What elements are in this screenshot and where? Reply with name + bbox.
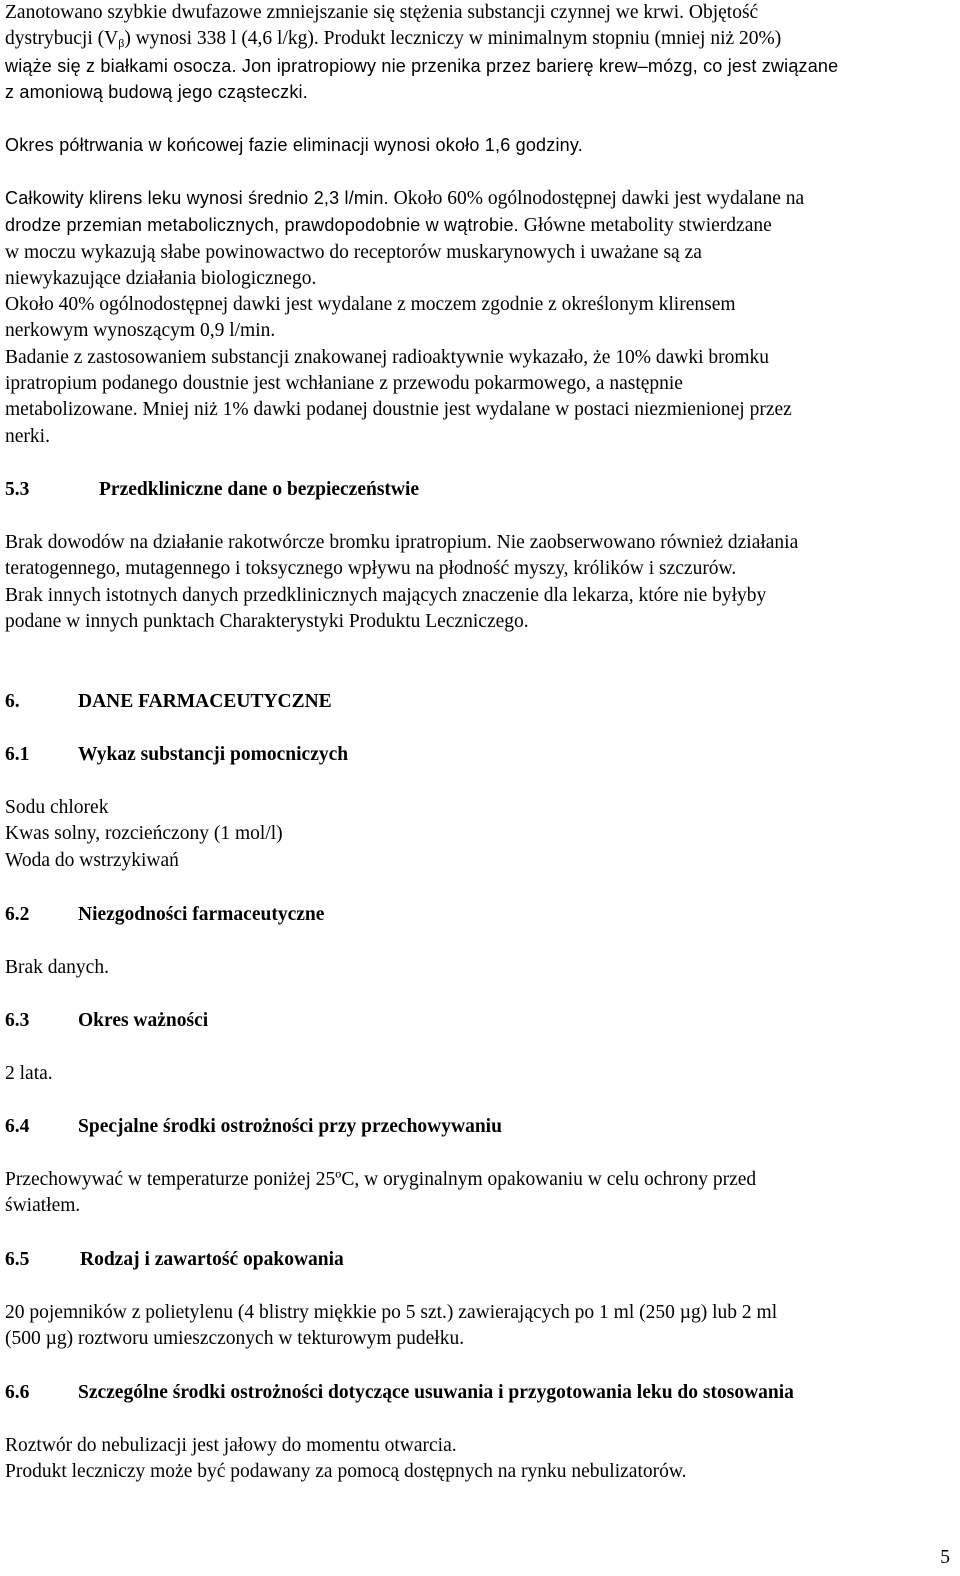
text-line: 20 pojemników z polietylenu (4 blistry miękkie po 5 szt.) zawierających po 1 ml (250 µg) lub 2 ml	[5, 1302, 778, 1323]
section-number: 6.	[5, 691, 20, 712]
text-line: teratogennego, mutagennego i toksycznego wpływu na płodność myszy, królików i szczurów.	[5, 558, 737, 580]
text-line: drodze przemian metabolicznych, prawdopodobnie w wątrobie. Główne metabolity stwierdzane	[5, 215, 772, 237]
text-line: dystrybucji $(V_\beta)$ wynosi 338 l (4,6 l/kg). Produkt leczniczy w minimalnym stopniu (mniej niż 20%)	[5, 28, 782, 51]
section-6-3-body	[5, 1061, 950, 1087]
section-number: 6.3	[5, 1010, 30, 1031]
section-title: Szczególne środki ostrożności dotyczące usuwania i przygotowania leku do stosowania	[78, 1382, 794, 1403]
section-number: 6.6	[5, 1382, 30, 1403]
text-line: Okres półtrwania w końcowej fazie eliminacji wynosi około 1,6 godziny.	[5, 135, 583, 155]
section-heading-5-3	[5, 477, 950, 503]
text-line: 2 lata.	[5, 1063, 53, 1084]
text-line: Brak dowodów na działanie rakotwórcze bromku ipratropium. Nie zaobserwowano również działania	[5, 532, 799, 553]
section-5-3-body	[5, 530, 950, 635]
section-title: Specjalne środki ostrożności przy przechowywaniu	[78, 1116, 502, 1137]
text-line: Około 40% ogólnodostępnej dawki jest wydalane z moczem zgodnie z określonym klirensem	[5, 294, 736, 316]
text-line: Roztwór do nebulizacji jest jałowy do momentu otwarcia.	[5, 1435, 457, 1456]
text-line: Badanie z zastosowaniem substancji znakowanej radioaktywnie wykazało, że 10% dawki bromku	[5, 346, 770, 368]
distribution-paragraph	[5, 0, 950, 105]
text-line: światłem.	[5, 1195, 81, 1217]
list-item: Kwas solny, rozcieńczony (1 mol/l)	[5, 823, 283, 845]
text-line: niewykazujące działania biologicznego.	[5, 267, 317, 289]
text-line: (500 µg) roztworu umieszczonych w tekturowym pudełku.	[5, 1328, 465, 1350]
text-line: Produkt leczniczy może być podawany za pomocą dostępnych na rynku nebulizatorów.	[5, 1461, 687, 1483]
text-line: Przechowywać w temperaturze poniżej 25ºC, w oryginalnym opakowaniu w celu ochrony przed	[5, 1169, 757, 1190]
section-title: Przedkliniczne dane o bezpieczeństwie	[99, 479, 420, 500]
text-line: podane w innych punktach Charakterystyki Produktu Leczniczego.	[5, 610, 529, 632]
text-line: Brak danych.	[5, 957, 109, 978]
text-line: Zanotowano szybkie dwufazowe zmniejszanie się stężenia substancji czynnej we krwi. Objętość	[5, 2, 759, 23]
section-heading-6-4	[5, 1114, 950, 1140]
section-6-5-body	[5, 1300, 950, 1353]
text-line: z amoniową budową jego cząsteczki.	[5, 81, 308, 102]
section-number: 6.2	[5, 904, 30, 925]
section-heading-6-6	[5, 1380, 950, 1406]
clearance-paragraph	[5, 185, 950, 450]
section-number: 5.3	[5, 479, 30, 500]
section-title: Niezgodności farmaceutyczne	[78, 904, 325, 925]
section-heading-6	[5, 689, 950, 715]
beta-subscript: β	[118, 36, 125, 51]
section-number: 6.1	[5, 744, 30, 765]
half-life-paragraph	[5, 132, 950, 158]
section-title: Okres ważności	[78, 1010, 209, 1031]
text-line: Brak innych istotnych danych przedklinicznych mających znaczenie dla lekarza, które nie byłyby	[5, 584, 767, 606]
text-line: ipratropium podanego doustnie jest wchłaniane z przewodu pokarmowego, a następnie	[5, 373, 683, 395]
section-title: Rodzaj i zawartość opakowania	[80, 1249, 344, 1270]
text-line: nerkowym wynoszącym 0,9 l/min.	[5, 320, 276, 342]
excipients-list	[5, 795, 950, 874]
section-heading-6-5	[5, 1247, 950, 1273]
section-heading-6-3	[5, 1008, 950, 1034]
text-line: metabolizowane. Mniej niż 1% dawki podanej doustnie jest wydalane w postaci niezmienionej przez	[5, 399, 792, 421]
section-number: 6.5	[5, 1249, 30, 1270]
section-6-6-body	[5, 1433, 950, 1486]
page-number: 5	[940, 1547, 950, 1568]
text-line: Całkowity klirens leku wynosi średnio 2,3 l/min. Około 60% ogólnodostępnej dawki jest wydalane na	[5, 188, 805, 209]
section-number: 6.4	[5, 1116, 30, 1137]
section-heading-6-2	[5, 902, 950, 928]
section-title: DANE FARMACEUTYCZNE	[78, 691, 332, 712]
text-line: nerki.	[5, 425, 50, 447]
text-line: w moczu wykazują słabe powinowactwo do receptorów muskarynowych i uważane są za	[5, 241, 702, 263]
section-6-4-body	[5, 1167, 950, 1220]
section-heading-6-1	[5, 742, 950, 768]
section-6-2-body	[5, 955, 950, 981]
list-item: Sodu chlorek	[5, 797, 109, 818]
list-item: Woda do wstrzykiwań	[5, 849, 179, 871]
text-line: wiąże się z białkami osocza. Jon ipratropiowy nie przenika przez barierę krew–mózg, co jest związane	[5, 55, 839, 76]
section-title: Wykaz substancji pomocniczych	[78, 744, 349, 765]
